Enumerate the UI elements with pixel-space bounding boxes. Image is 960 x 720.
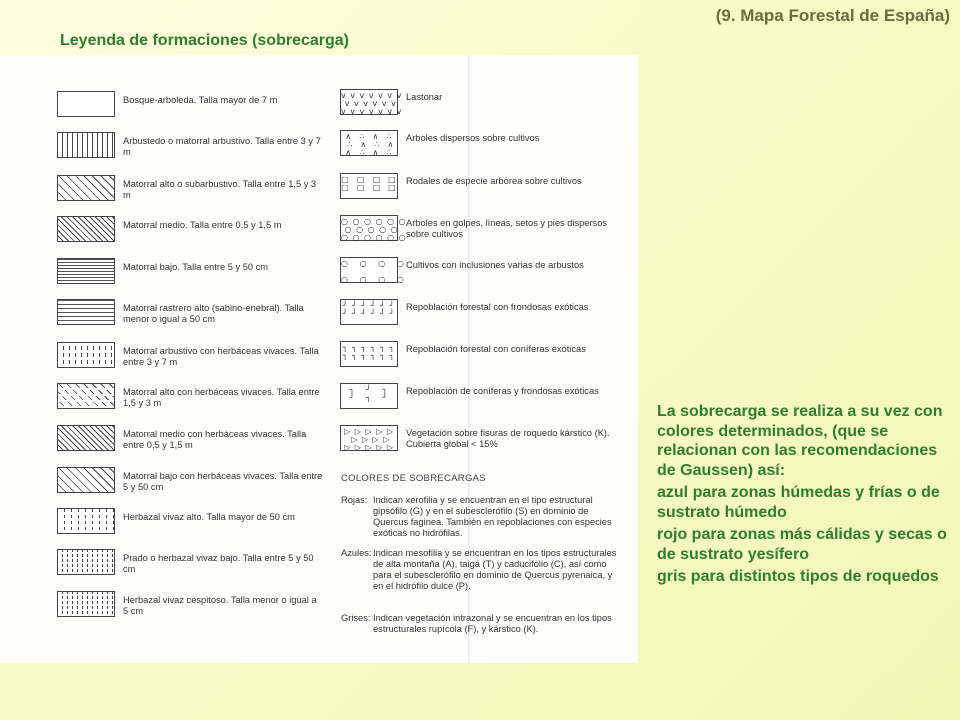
- pattern-diagonal-herb-swatch: [57, 425, 115, 451]
- legend-row-mixta: [340, 383, 616, 409]
- section-title: (9. Mapa Forestal de España): [715, 6, 950, 25]
- legend-label: Cultivos con inclusiones varias de arbustos: [406, 260, 584, 270]
- color-desc: Indican xerofilia y se encuentran en el tipo estructural gipsófilo (G) y en el subesclerófilo (S) en dominio de Quercus faginea. También en repoblaciones con especies exóticas no hidrófilas.: [373, 495, 612, 538]
- legend-row-cespitoso: [57, 591, 323, 617]
- colors-section-title: COLORES DE SOBRECARGAS: [341, 473, 486, 484]
- legend-label: Matorral medio con herbáceas vivaces. Talla entre 0,5 y 1,5 m: [123, 429, 307, 450]
- legend-label: Herbazal vivaz cespitoso. Talla menor o igual a 5 cm: [123, 595, 317, 616]
- pattern-vertical-swatch: [57, 132, 115, 158]
- description-grey: gris para distintos tipos de roquedos: [657, 568, 939, 585]
- legend-label: Repoblación de coníferas y frondosas exóticas: [406, 386, 599, 396]
- pattern-horizontal-swatch: [57, 258, 115, 284]
- pattern-frondosas-swatch: ┘ ┘ ┘ ┘ ┘ ┘ ┘ ┘ ┘ ┘ ┘ ┘: [340, 299, 398, 325]
- legend-label: Arboles en golpes, líneas, setos y pies dispersos sobre cultivos: [406, 218, 608, 239]
- color-name: Grises:: [341, 613, 371, 623]
- legend-label: Matorral bajo. Talla entre 5 y 50 cm: [123, 262, 269, 272]
- pattern-cespitoso-swatch: [57, 591, 115, 617]
- pattern-coniferas-swatch: ┐ ┐ ┐ ┐ ┐ ┐ ┐ ┐ ┐ ┐ ┐ ┐: [340, 341, 398, 367]
- pattern-herbazal-swatch: [57, 508, 115, 534]
- legend-row-prado: [57, 549, 323, 575]
- legend-row-coniferas: [340, 341, 616, 367]
- color-entry-grises: [341, 613, 623, 635]
- legend-row-rodales: [340, 173, 616, 199]
- legend-row-bajo-herbaceas: [57, 467, 323, 493]
- legend-row-medio-herbaceas: [57, 425, 323, 451]
- legend-label: Matorral alto o subarbustivo. Talla entre 1,5 y 3 m: [123, 179, 317, 200]
- color-name: Rojas:: [341, 495, 368, 505]
- pattern-lastonar-swatch: v v v v v v v v v v v v v v v v v v v v: [341, 91, 403, 116]
- legend-row-matorral-alto: [57, 175, 323, 201]
- pattern-karst-swatch: ▷ ▷ ▷ ▷ ▷ ▷ ▷ ▷ ▷ ▷ ▷ ▷ ▷ ▷: [340, 425, 398, 451]
- color-desc: Indican vegetación intrazonal y se encuentran en los tipos estructurales rupícola (F), y kárstico (K).: [373, 613, 612, 634]
- legend-row-arbustivo-herbaceas: [57, 342, 323, 368]
- legend-label: Matorral arbustivo con herbáceas vivaces. Talla entre 3 y 7 m: [123, 346, 319, 367]
- description-red: rojo para zonas más cálidas y secas o de sustrato yesífero: [657, 526, 947, 563]
- legend-label: Matorral bajo con herbáceas vivaces. Talla entre 5 y 50 cm: [123, 471, 323, 492]
- pattern-cultivos-swatch: ○ ○ ○ ○ ○ ○ ○ ○: [341, 259, 405, 284]
- legend-sheet: [0, 55, 638, 663]
- legend-label: Bosque-arboleda. Talla mayor de 7 m: [123, 95, 278, 105]
- pattern-rodales-swatch: □ □ □ □ □ □ □ □: [340, 173, 398, 199]
- legend-row-bosque: [57, 91, 323, 117]
- pattern-diagonal-low-swatch: [57, 467, 115, 493]
- legend-label: Lastonar: [406, 92, 443, 102]
- legend-label: Herbazal vivaz alto. Talla mayor de 50 cm: [123, 512, 295, 522]
- pattern-dashed-vertical-swatch: [57, 342, 115, 368]
- description-blue: azul para zonas húmedas y frías o de sustrato húmedo: [657, 484, 940, 521]
- pattern-arboles-swatch: ∧ ∴ ∧ ∴ ∴ ∧ ∴ ∧ ∧ ∴ ∧ ∴: [340, 130, 398, 156]
- legend-label: Matorral medio. Talla entre 0,5 y 1,5 m: [123, 220, 282, 230]
- legend-row-karst: [340, 425, 616, 451]
- legend-label: Matorral alto con herbáceas vivaces. Talla entre 1,5 y 3 m: [123, 387, 320, 408]
- legend-row-matorral-rastrero: [57, 299, 323, 325]
- legend-row-herbazal-alto: [57, 508, 323, 534]
- pattern-diagonal-dense-swatch: [57, 216, 115, 242]
- legend-label: Matorral rastrero alto (sabino-enebral). Talla menor o igual a 50 cm: [123, 303, 304, 324]
- pattern-rastrero-swatch: [57, 299, 115, 325]
- legend-row-matorral-bajo: [57, 258, 323, 284]
- legend-label: Arbustedo o matorral arbustivo. Talla entre 3 y 7 m: [123, 136, 321, 157]
- legend-row-alto-herbaceas: [57, 383, 323, 409]
- legend-label: Vegetación sobre fisuras de roquedo kárstico (K). Cubierta global < 15%: [406, 428, 610, 449]
- legend-row-arboles-golpes: [340, 215, 616, 241]
- legend-title: Leyenda de formaciones (sobrecarga): [60, 32, 349, 49]
- color-entry-azules: [341, 548, 623, 592]
- color-entry-rojas: [341, 495, 623, 539]
- legend-row-arboles-dispersos: [340, 130, 616, 156]
- legend-row-cultivos-arbustos: [340, 257, 616, 283]
- pattern-prado-swatch: [57, 549, 115, 575]
- color-desc: Indican mesofilia y se encuentran en los tipos estructurales de alta montaña (A), taigá (T) y caducifolio (C), así como para el subesclerófilo en dominio de Quercus pyrenaica, y en el hidrófilo dulce (P).: [373, 548, 617, 591]
- pattern-diagonal-swatch: [57, 175, 115, 201]
- legend-label: Arboles dispersos sobre cultivos: [406, 133, 540, 143]
- legend-label: Repoblación forestal con frondosas exóticas: [406, 302, 589, 312]
- color-name: Azules:: [341, 548, 372, 558]
- legend-label: Rodales de especie arbórea sobre cultivos: [406, 176, 582, 186]
- description-intro: La sobrecarga se realiza a su vez con colores determinados, (que se relacionan con las recomendaciones de Gaussen) así:: [657, 403, 943, 479]
- overprint-description: [657, 402, 957, 587]
- pattern-golpes-swatch: ○ ○ ○ ○ ○ ○ ○ ○ ○ ○ ○ ○ ○ ○ ○ ○ ○: [341, 217, 407, 242]
- legend-label: Repoblación forestal con coníferas exóticas: [406, 344, 586, 354]
- legend-row-frondosas: [340, 299, 616, 325]
- legend-label: Prado o herbazal vivaz bajo. Talla entre 5 y 50 cm: [123, 553, 314, 574]
- legend-row-arbustedo: [57, 132, 323, 158]
- pattern-blank-swatch: [57, 91, 115, 117]
- legend-row-matorral-medio: [57, 216, 323, 242]
- pattern-dashed-diagonal-swatch: [57, 383, 115, 409]
- pattern-mixta-swatch: ┐ ┘ ┐ ┘ ┐ ┘: [340, 383, 398, 409]
- legend-row-lastonar: [340, 89, 616, 115]
